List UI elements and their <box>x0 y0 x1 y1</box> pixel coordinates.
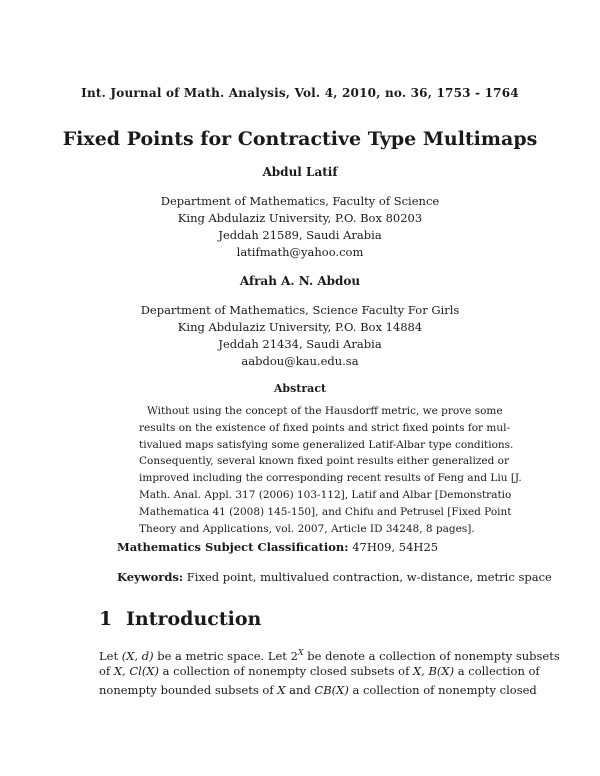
affiliation-line: Jeddah 21589, Saudi Arabia <box>218 228 382 242</box>
msc-classification <box>117 540 438 554</box>
affiliation-line: King Abdulaziz University, P.O. Box 14884 <box>177 320 423 334</box>
author-affiliation <box>0 193 600 261</box>
author-name: Abdul Latif <box>262 165 338 179</box>
affiliation-line: Department of Mathematics, Faculty of Science <box>160 194 440 208</box>
keywords-label: Keywords: <box>117 570 184 584</box>
affiliation-line: Jeddah 21434, Saudi Arabia <box>218 337 382 351</box>
msc-label: Mathematics Subject Classification: <box>117 540 349 554</box>
author-affiliation <box>0 302 600 370</box>
affiliation-line: Department of Mathematics, Science Faculty For Girls <box>140 303 460 317</box>
abstract-line: Consequently, several known fixed point results either generalized or <box>139 455 510 468</box>
abstract-line: tivalued maps satisfying some generalized Latif-Albar type conditions. <box>139 438 514 451</box>
abstract-line: Without using the concept of the Hausdorff metric, we prove some <box>147 405 503 417</box>
keywords <box>117 570 552 584</box>
abstract-heading: Abstract <box>273 382 327 395</box>
journal-header: Int. Journal of Math. Analysis, Vol. 4, 2010, no. 36, 1753 - 1764 <box>81 86 519 100</box>
section-title: Introduction <box>126 608 262 630</box>
author-email: latifmath@yahoo.com <box>236 245 364 259</box>
intro-paragraph <box>99 643 560 700</box>
intro-line: of X, Cl(X) a collection of nonempty closed subsets of X, B(X) a collection of <box>99 664 540 678</box>
affiliation-line: King Abdulaziz University, P.O. Box 80203 <box>177 211 423 225</box>
abstract-line: Mathematica 41 (2008) 145-150], and Chifu and Petrusel [Fixed Point <box>139 505 512 518</box>
abstract-line: improved including the corresponding recent results of Feng and Liu [J. <box>139 472 522 485</box>
section-number: 1 <box>99 608 113 630</box>
intro-line: nonempty bounded subsets of X and CB(X) a collection of nonempty closed <box>99 683 537 697</box>
author-email: aabdou@kau.edu.sa <box>241 354 359 368</box>
paper-title: Fixed Points for Contractive Type Multimaps <box>62 128 538 150</box>
msc-value: 47H09, 54H25 <box>352 540 439 554</box>
intro-line: Let (X, d) be a metric space. Let $2^X$ be denote a collection of nonempty subsets <box>99 648 560 663</box>
section-heading <box>99 608 261 630</box>
abstract-line: results on the existence of fixed points and strict fixed points for mul- <box>139 421 511 434</box>
abstract-body <box>139 403 522 537</box>
abstract-line: Math. Anal. Appl. 317 (2006) 103-112], Latif and Albar [Demonstratio <box>139 488 512 501</box>
author-name: Afrah A. N. Abdou <box>239 274 361 288</box>
keywords-value: Fixed point, multivalued contraction, w-distance, metric space <box>186 570 552 584</box>
abstract-line: Theory and Applications, vol. 2007, Article ID 34248, 8 pages]. <box>139 522 475 535</box>
